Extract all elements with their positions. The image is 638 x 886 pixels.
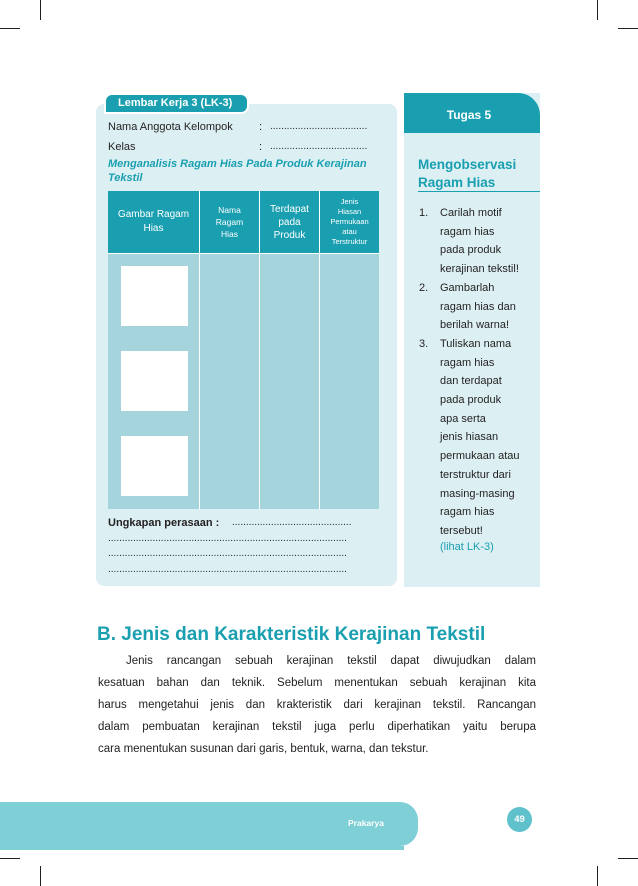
task-item-line: Tuliskan nama bbox=[440, 337, 512, 350]
task-item-line: kerajinan tekstil! bbox=[440, 263, 519, 276]
task-item bbox=[419, 279, 539, 335]
class-dots: ................................... bbox=[270, 141, 368, 152]
worksheet-title-line: Tekstil bbox=[108, 172, 143, 184]
task-item-line: Gambarlah bbox=[440, 281, 495, 294]
section-paragraph bbox=[98, 650, 536, 760]
task-item-line: terstruktur dari bbox=[440, 468, 511, 481]
task-item-line: ragam hias bbox=[440, 225, 495, 238]
task-title-underline bbox=[418, 191, 540, 192]
member-label: Nama Anggota Kelompok bbox=[108, 121, 233, 133]
task-item-number: 1. bbox=[419, 207, 429, 219]
task-item-line: ragam hias dan bbox=[440, 300, 516, 313]
header-text: Produk bbox=[273, 229, 306, 241]
feeling-label: Ungkapan perasaan : bbox=[108, 517, 220, 529]
header-text: Ragam bbox=[215, 217, 244, 227]
paragraph-line: Jenis rancangan sebuah kerajinan tekstil dapat diwujudkan dalam bbox=[126, 655, 536, 667]
footer-strip bbox=[0, 846, 404, 850]
member-colon: : bbox=[259, 121, 263, 133]
header-jenis-hiasan bbox=[320, 191, 379, 253]
crop-mark bbox=[618, 858, 638, 859]
crop-mark bbox=[618, 28, 638, 29]
header-terdapat-pada-produk bbox=[260, 191, 319, 253]
task-item-line: Carilah motif bbox=[440, 207, 502, 219]
crop-mark bbox=[0, 28, 20, 29]
header-gambar-ragam-hias bbox=[108, 191, 199, 253]
header-text: Nama bbox=[218, 205, 241, 215]
paragraph-line: cara menentukan susunan dari garis, bentuk, warna, dan tekstur. bbox=[98, 743, 429, 755]
page-number-badge: 49 bbox=[507, 807, 532, 832]
task-item-line: masing-masing bbox=[440, 487, 515, 500]
worksheet-tab: Lembar Kerja 3 (LK-3) bbox=[104, 93, 249, 114]
task-title bbox=[418, 156, 516, 192]
crop-mark bbox=[40, 0, 41, 20]
task-title-line: Ragam Hias bbox=[418, 175, 496, 190]
task-item-line: dan terdapat bbox=[440, 375, 502, 388]
header-text: Terstruktur bbox=[331, 237, 368, 246]
header-text: Permukaan bbox=[330, 217, 369, 226]
task-item-line: ragam hias bbox=[440, 356, 495, 369]
task-item-line: ragam hias bbox=[440, 506, 495, 519]
feeling-line: ...................................................................................... bbox=[108, 564, 347, 575]
task-item-number: 3. bbox=[419, 337, 429, 350]
task-item-line: tersebut! bbox=[440, 524, 483, 537]
header-text: Gambar Ragam bbox=[117, 209, 190, 220]
header-text: Hias bbox=[143, 223, 164, 234]
task-item-line: pada produk bbox=[440, 244, 502, 257]
task-header-label: Tugas 5 bbox=[446, 108, 492, 122]
crop-mark bbox=[597, 866, 598, 886]
header-text: atau bbox=[342, 227, 357, 236]
feeling-line: ...................................................................................... bbox=[108, 533, 347, 544]
header-text: Terdapat bbox=[270, 203, 309, 215]
task-list bbox=[419, 204, 539, 541]
crop-mark bbox=[597, 0, 598, 20]
image-placeholder[interactable] bbox=[121, 436, 188, 496]
header-nama-ragam-hias bbox=[200, 191, 259, 253]
paragraph-line: kesatuan bahan dan teknik. Sebelum menentukan sebuah kerajinan kita bbox=[98, 677, 536, 689]
task-item bbox=[419, 335, 539, 541]
task-item-number: 2. bbox=[419, 281, 429, 294]
crop-mark bbox=[40, 866, 41, 886]
table-divider bbox=[108, 253, 379, 254]
image-placeholder[interactable] bbox=[121, 266, 188, 326]
member-dots: ................................... bbox=[270, 121, 368, 132]
paragraph-line: harus mengetahui jenis dan krakteristik dari kerajinan tekstil. Rancangan bbox=[98, 699, 536, 711]
task-item-line: permukaan atau bbox=[440, 450, 520, 463]
feeling-line: ...................................................................................... bbox=[108, 548, 347, 559]
header-text: Jenis bbox=[340, 197, 359, 206]
crop-mark bbox=[0, 858, 20, 859]
paragraph-line: dalam pembuatan kerajinan tekstil juga perlu diperhatikan yaitu berupa bbox=[98, 721, 536, 733]
worksheet-title bbox=[108, 157, 367, 185]
task-item-line: berilah warna! bbox=[440, 319, 510, 332]
task-item bbox=[419, 204, 539, 279]
header-text: pada bbox=[278, 216, 301, 228]
footer-book-title: Prakarya bbox=[348, 818, 384, 828]
worksheet-title-line: Menganalisis Ragam Hias Pada Produk Kerajinan bbox=[108, 158, 367, 170]
task-item-line: pada produk bbox=[440, 394, 502, 407]
image-placeholder[interactable] bbox=[121, 351, 188, 411]
task-item-line: jenis hiasan bbox=[440, 431, 499, 444]
class-label: Kelas bbox=[108, 141, 136, 153]
task-reference: (lihat LK-3) bbox=[440, 541, 494, 553]
section-title: B. Jenis dan Karakteristik Kerajinan Tekstil bbox=[97, 624, 486, 645]
task-title-line: Mengobservasi bbox=[418, 157, 517, 172]
header-text: Hias bbox=[220, 229, 238, 239]
class-colon: : bbox=[259, 141, 263, 153]
task-item-line: apa serta bbox=[440, 412, 486, 425]
header-text: Hiasan bbox=[337, 207, 362, 216]
feeling-dots: ........................................... bbox=[232, 517, 352, 528]
